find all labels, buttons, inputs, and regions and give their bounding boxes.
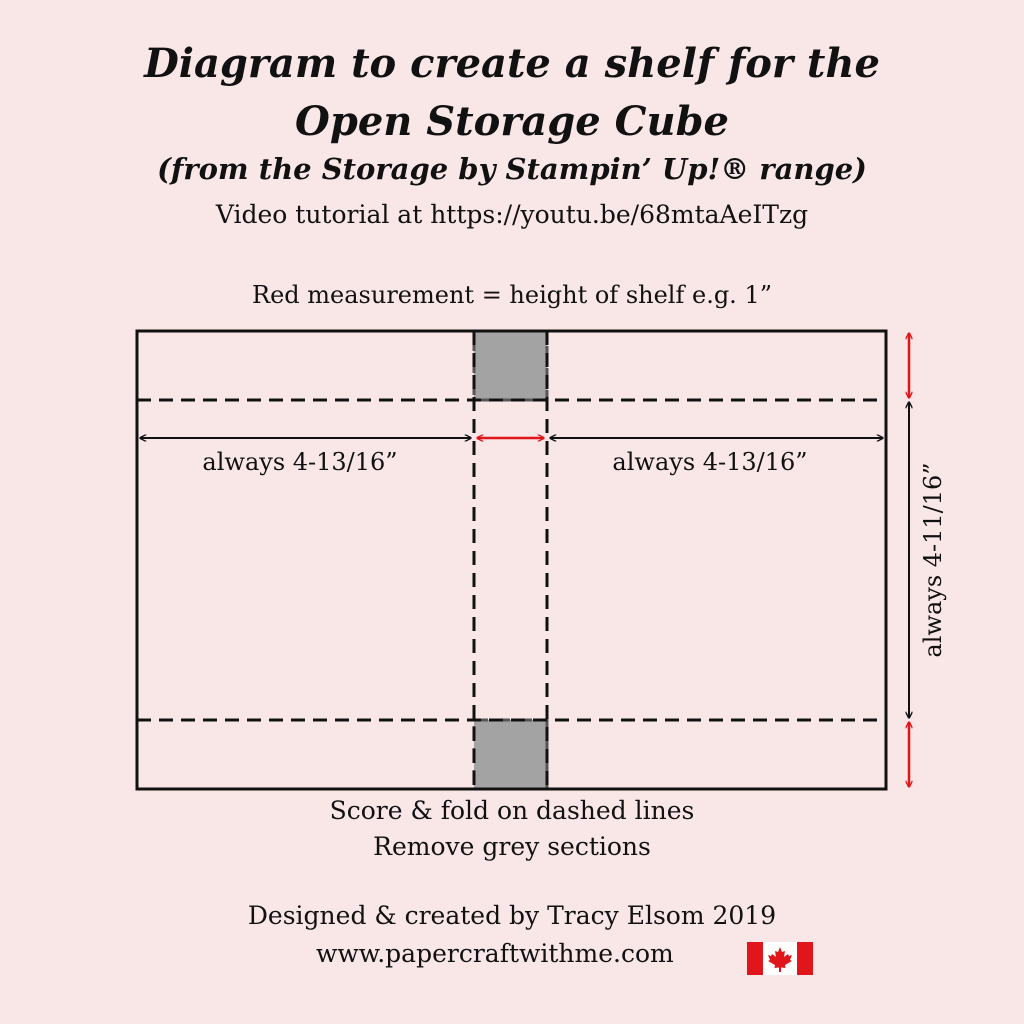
right-width-label: always 4-13/16” [612, 448, 808, 476]
title-line-1: Diagram to create a shelf for the [144, 40, 880, 87]
instruction-score-fold: Score & fold on dashed lines [329, 796, 695, 825]
left-width-label: always 4-13/16” [202, 448, 398, 476]
website-link[interactable]: www.papercraftwithme.com [316, 939, 674, 968]
subtitle: (from the Storage by Stampin’ Up!® range) [157, 152, 867, 186]
canada-flag-icon [747, 942, 813, 975]
credit-text: Designed & created by Tracy Elsom 2019 [247, 901, 777, 930]
vertical-depth-label: always 4-11/16” [919, 462, 947, 658]
red-measurement-note: Red measurement = height of shelf e.g. 1” [252, 281, 772, 309]
title-line-2: Open Storage Cube [295, 98, 729, 145]
grey-section-top [474, 331, 547, 400]
video-tutorial-text: Video tutorial at https://youtu.be/68mtaAeITzg [215, 200, 809, 229]
grey-section-bottom [474, 720, 547, 789]
instruction-remove-grey: Remove grey sections [373, 832, 651, 861]
